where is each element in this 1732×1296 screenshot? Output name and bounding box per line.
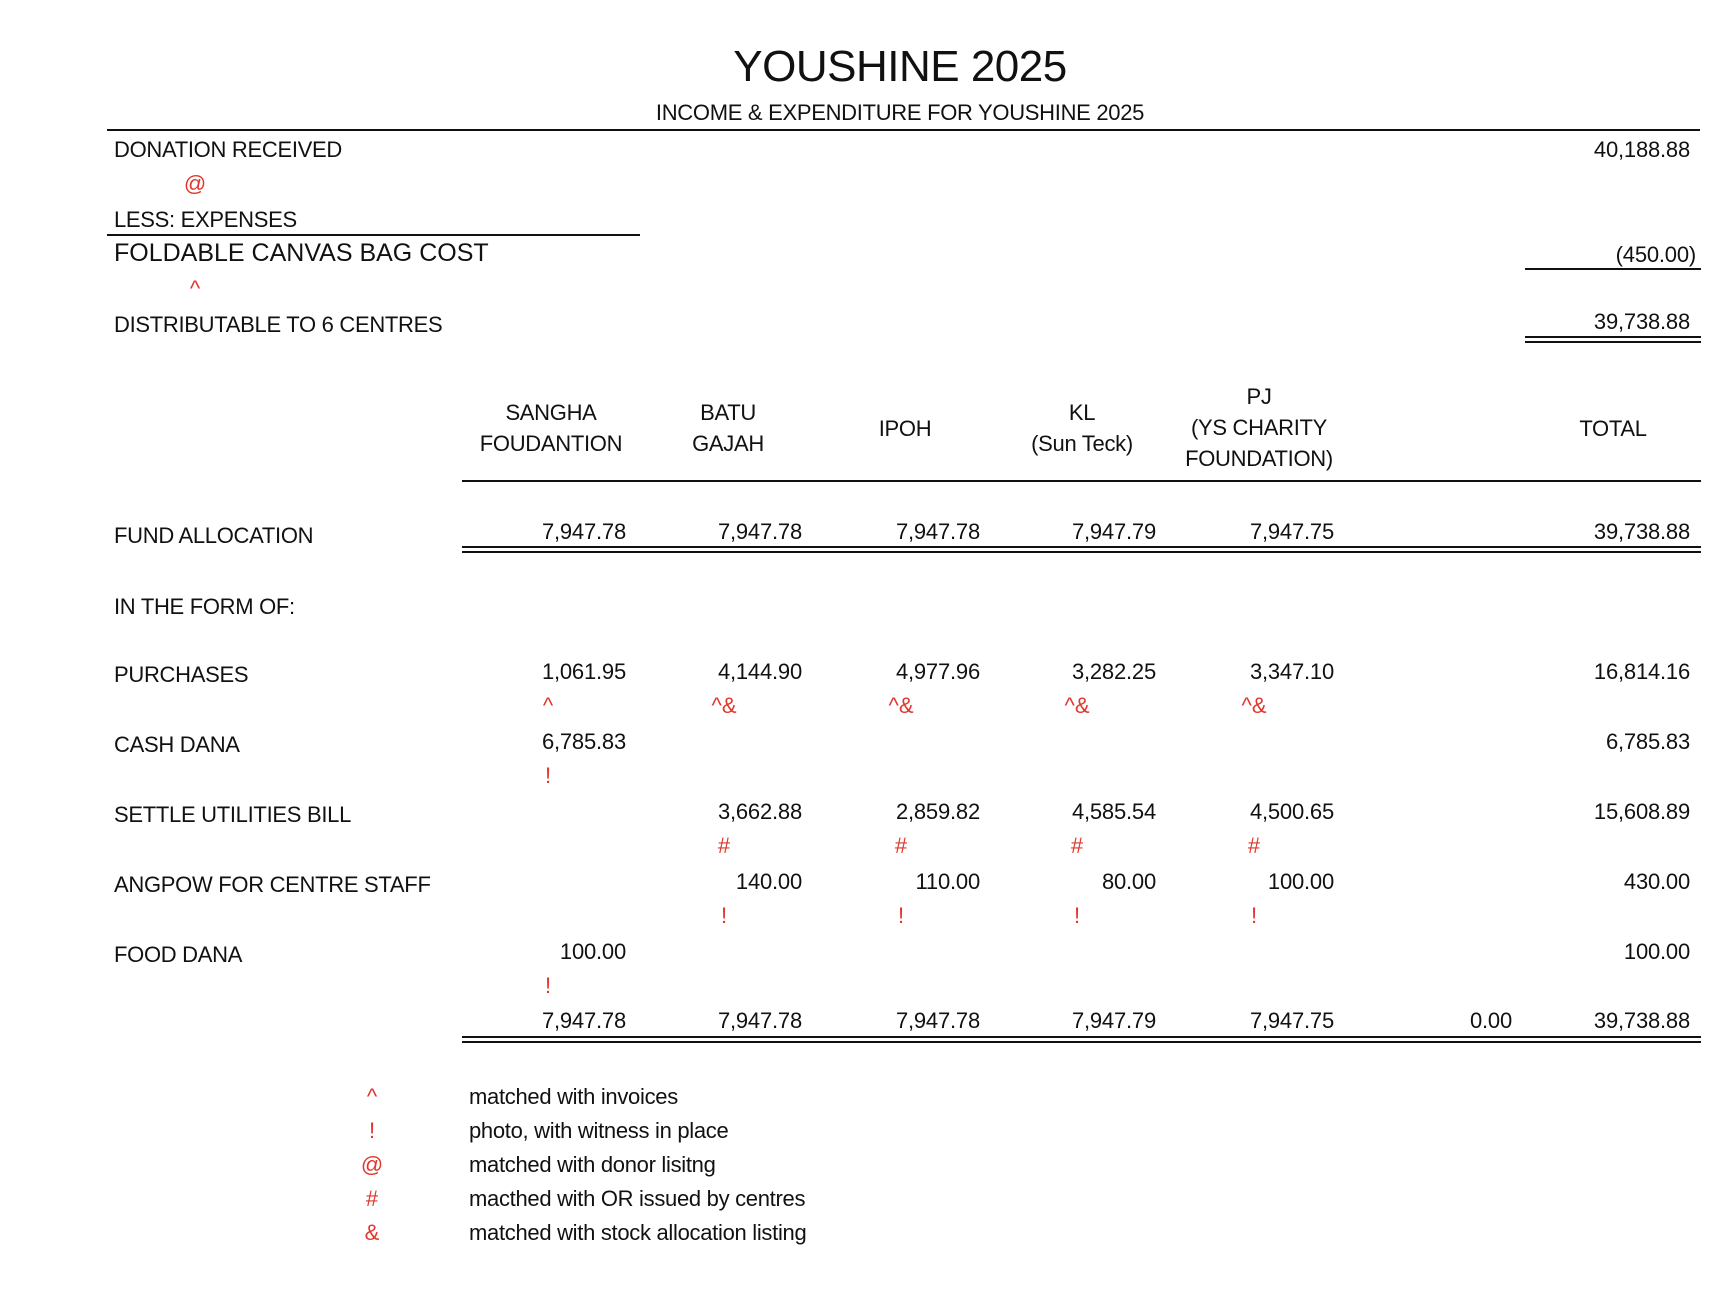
legend-symbol: ^ xyxy=(366,1084,378,1109)
donation-mark: @ xyxy=(183,171,207,196)
legend-text: matched with stock allocation listing xyxy=(469,1220,807,1245)
cell-settle-utilities-bill-ipoh: 2,859.82 xyxy=(895,799,980,824)
column-header-line: BATU xyxy=(700,400,756,425)
totals-extra: 0.00 xyxy=(1469,1008,1512,1033)
column-header-line: TOTAL xyxy=(1579,416,1647,441)
column-header-line: (YS CHARITY xyxy=(1190,415,1328,440)
totals-double-rule xyxy=(462,1036,1701,1043)
legend-symbol: # xyxy=(365,1186,379,1211)
fund-allocation-label: FUND ALLOCATION xyxy=(114,523,314,548)
totals-grand-total: 39,738.88 xyxy=(1593,1008,1690,1033)
distributable-label: DISTRIBUTABLE TO 6 CENTRES xyxy=(114,312,443,337)
column-header-total xyxy=(1525,413,1701,444)
canvas-bag-cost-value: (450.00) xyxy=(1615,242,1696,267)
row-label-settle-utilities-bill: SETTLE UTILITIES BILL xyxy=(114,802,352,827)
column-header-line: GAJAH xyxy=(692,431,764,456)
row-label-angpow-for-centre-staff: ANGPOW FOR CENTRE STAFF xyxy=(114,872,431,897)
column-header-ipoh xyxy=(816,413,994,444)
verification-mark: # xyxy=(1247,833,1261,858)
cell-purchases-total: 16,814.16 xyxy=(1593,659,1690,684)
column-header-line: KL xyxy=(1068,400,1096,425)
column-header-line: IPOH xyxy=(878,416,932,441)
verification-mark: # xyxy=(894,833,908,858)
cell-cash-dana-sangha: 6,785.83 xyxy=(541,729,626,754)
totals-sangha: 7,947.78 xyxy=(541,1008,626,1033)
column-header-line: FOUNDATION) xyxy=(1185,446,1333,471)
cell-cash-dana-total: 6,785.83 xyxy=(1605,729,1690,754)
row-label-cash-dana: CASH DANA xyxy=(114,732,240,757)
top-rule xyxy=(107,129,1700,131)
cell-angpow-for-centre-staff-ipoh: 110.00 xyxy=(915,869,980,894)
verification-mark: ^& xyxy=(1064,693,1090,718)
legend-symbol: @ xyxy=(360,1152,384,1177)
totals-kl: 7,947.79 xyxy=(1071,1008,1156,1033)
row-label-food-dana: FOOD DANA xyxy=(114,942,243,967)
column-header-line: FOUDANTION xyxy=(479,431,623,456)
verification-mark: ^& xyxy=(711,693,737,718)
page-title: YOUSHINE 2025 xyxy=(733,42,1067,91)
totals-pj: 7,947.75 xyxy=(1249,1008,1334,1033)
distributable-double-rule xyxy=(1525,336,1701,343)
column-header-batu-gajah xyxy=(640,397,816,459)
cell-angpow-for-centre-staff-kl: 80.00 xyxy=(1101,869,1156,894)
distributable-value: 39,738.88 xyxy=(1593,309,1690,334)
column-header-line: (Sun Teck) xyxy=(1031,431,1133,456)
legend-text: matched with donor lisitng xyxy=(469,1152,716,1177)
less-expenses-rule xyxy=(107,234,640,236)
canvas-bag-subtotal-rule xyxy=(1525,268,1701,270)
cell-settle-utilities-bill-pj: 4,500.65 xyxy=(1249,799,1334,824)
fund-allocation-double-rule xyxy=(462,546,1701,553)
verification-mark: # xyxy=(717,833,731,858)
donation-received-label: DONATION RECEIVED xyxy=(114,137,342,162)
column-header-kl-sun-teck xyxy=(994,397,1170,459)
fund-allocation-total: 39,738.88 xyxy=(1593,519,1690,544)
cell-settle-utilities-bill-total: 15,608.89 xyxy=(1593,799,1690,824)
cell-food-dana-sangha: 100.00 xyxy=(559,939,626,964)
column-header-line: SANGHA xyxy=(505,400,597,425)
cell-settle-utilities-bill-kl: 4,585.54 xyxy=(1071,799,1156,824)
verification-mark: # xyxy=(1070,833,1084,858)
verification-mark: ! xyxy=(720,903,728,928)
legend-text: photo, with witness in place xyxy=(469,1118,729,1143)
cell-purchases-pj: 3,347.10 xyxy=(1249,659,1334,684)
cell-purchases-ipoh: 4,977.96 xyxy=(895,659,980,684)
verification-mark: ^ xyxy=(542,693,554,718)
fund-allocation-pj: 7,947.75 xyxy=(1249,519,1334,544)
cell-purchases-sangha: 1,061.95 xyxy=(541,659,626,684)
cell-angpow-for-centre-staff-pj: 100.00 xyxy=(1267,869,1334,894)
cell-purchases-kl: 3,282.25 xyxy=(1071,659,1156,684)
cell-food-dana-total: 100.00 xyxy=(1623,939,1690,964)
column-header-sangha-foundation xyxy=(462,397,640,459)
verification-mark: ! xyxy=(544,973,552,998)
verification-mark: ! xyxy=(1073,903,1081,928)
column-header-pj-ys-charity xyxy=(1170,381,1348,474)
canvas-bag-mark: ^ xyxy=(189,276,201,301)
header-rule xyxy=(462,480,1701,482)
less-expenses-label: LESS: EXPENSES xyxy=(114,207,297,232)
totals-batu-gajah: 7,947.78 xyxy=(717,1008,802,1033)
verification-mark: ! xyxy=(1250,903,1258,928)
fund-allocation-batu-gajah: 7,947.78 xyxy=(717,519,802,544)
cell-angpow-for-centre-staff-batu-gajah: 140.00 xyxy=(735,869,802,894)
verification-mark: ^& xyxy=(1241,693,1267,718)
legend-text: macthed with OR issued by centres xyxy=(469,1186,806,1211)
legend-text: matched with invoices xyxy=(469,1084,678,1109)
legend-symbol: ! xyxy=(368,1118,376,1143)
fund-allocation-kl: 7,947.79 xyxy=(1071,519,1156,544)
cell-angpow-for-centre-staff-total: 430.00 xyxy=(1623,869,1690,894)
totals-ipoh: 7,947.78 xyxy=(895,1008,980,1033)
row-label-purchases: PURCHASES xyxy=(114,662,249,687)
cell-settle-utilities-bill-batu-gajah: 3,662.88 xyxy=(717,799,802,824)
fund-allocation-sangha: 7,947.78 xyxy=(541,519,626,544)
fund-allocation-ipoh: 7,947.78 xyxy=(895,519,980,544)
column-header-line: PJ xyxy=(1246,384,1272,409)
donation-received-value: 40,188.88 xyxy=(1593,137,1690,162)
cell-purchases-batu-gajah: 4,144.90 xyxy=(717,659,802,684)
verification-mark: ! xyxy=(897,903,905,928)
verification-mark: ^& xyxy=(888,693,914,718)
in-form-of-label: IN THE FORM OF: xyxy=(114,594,295,619)
verification-mark: ! xyxy=(544,763,552,788)
legend-symbol: & xyxy=(364,1220,380,1245)
page-subtitle: INCOME & EXPENDITURE FOR YOUSHINE 2025 xyxy=(655,100,1145,125)
canvas-bag-cost-label: FOLDABLE CANVAS BAG COST xyxy=(114,239,489,267)
